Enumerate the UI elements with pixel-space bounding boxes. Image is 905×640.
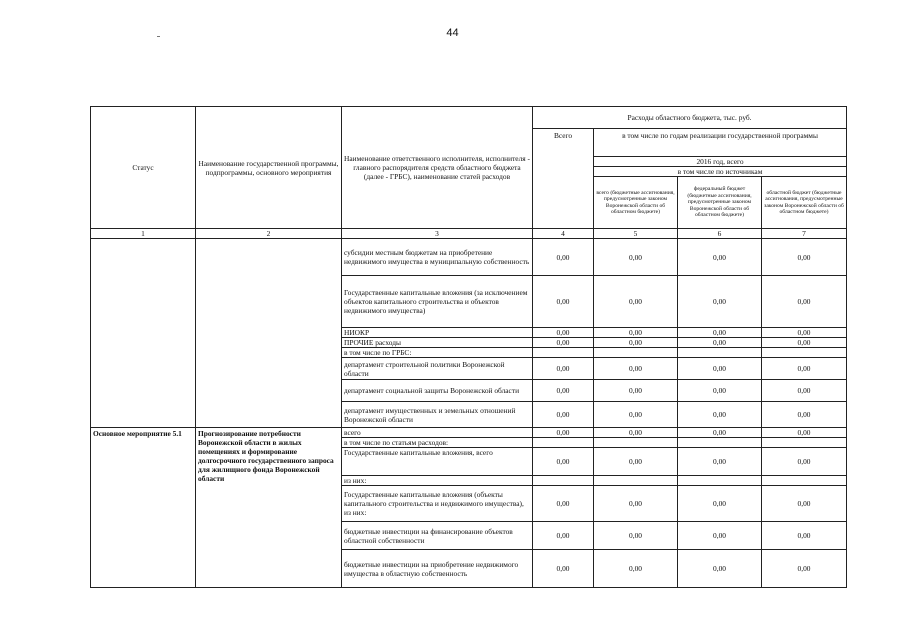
header-total: Всего (533, 129, 594, 229)
value-cell: 0,00 (533, 448, 594, 476)
value-cell: 0,00 (594, 428, 678, 438)
value-cell: 0,00 (533, 338, 594, 348)
value-cell: 0,00 (678, 522, 762, 550)
value-cell: 0,00 (594, 486, 678, 522)
value-cell: 0,00 (594, 358, 678, 380)
table-row (91, 428, 847, 438)
value-cell (594, 438, 678, 448)
value-cell (533, 348, 594, 358)
value-cell: 0,00 (594, 276, 678, 328)
value-cell: 0,00 (533, 486, 594, 522)
value-cell: 0,00 (762, 276, 847, 328)
value-cell: 0,00 (678, 402, 762, 428)
value-cell: 0,00 (678, 448, 762, 476)
value-cell: 0,00 (678, 276, 762, 328)
value-cell (533, 438, 594, 448)
header-executor: Наименование ответственного исполнителя, исполнителя - главного распорядителя средств областного бюджета (далее - ГРБС), наименование статей расходов (342, 107, 533, 229)
item-cell: бюджетные инвестиции на финансирование объектов областной собственности (342, 522, 533, 550)
value-cell: 0,00 (762, 239, 847, 276)
column-number: 4 (533, 229, 594, 239)
value-cell: 0,00 (533, 239, 594, 276)
value-cell: 0,00 (594, 328, 678, 338)
item-cell: Государственные капитальные вложения (за исключением объектов капитального строительства и объектов недвижимого имущества) (342, 276, 533, 328)
value-cell: 0,00 (762, 550, 847, 588)
value-cell: 0,00 (594, 239, 678, 276)
column-number: 3 (342, 229, 533, 239)
value-cell: 0,00 (533, 428, 594, 438)
header-expenses: Расходы областного бюджета, тыс. руб. (533, 107, 847, 129)
header-source-regional: областной бюджет (бюджетные ассигнования, предусмотренные законом Воронежской области об областном бюджете) (762, 177, 847, 229)
value-cell (678, 438, 762, 448)
item-cell: бюджетные инвестиции на приобретение недвижимого имущества в областную собственность (342, 550, 533, 588)
item-cell: всего (342, 428, 533, 438)
value-cell (678, 348, 762, 358)
item-cell: субсидии местным бюджетам на приобретение недвижимого имущества в муниципальную собственность (342, 239, 533, 276)
scan-artifact (157, 36, 160, 37)
item-cell: Государственные капитальные вложения (объекты капитального строительства и недвижимого имущества), из них: (342, 486, 533, 522)
value-cell: 0,00 (533, 380, 594, 402)
value-cell: 0,00 (762, 486, 847, 522)
value-cell (594, 348, 678, 358)
header-year: 2016 год, всего (594, 157, 847, 167)
value-cell: 0,00 (678, 328, 762, 338)
value-cell: 0,00 (762, 380, 847, 402)
header-program-name: Наименование государственной программы, подпрограммы, основного мероприятия (196, 107, 342, 229)
value-cell: 0,00 (678, 550, 762, 588)
value-cell: 0,00 (594, 448, 678, 476)
item-cell: департамент имущественных и земельных отношений Воронежской области (342, 402, 533, 428)
item-cell: в том числе по статьям расходов: (342, 438, 533, 448)
header-by-years: в том числе по годам реализации государственной программы (594, 129, 847, 157)
value-cell: 0,00 (533, 402, 594, 428)
header-status: Статус (91, 107, 196, 229)
value-cell: 0,00 (678, 338, 762, 348)
value-cell: 0,00 (762, 448, 847, 476)
item-cell: департамент строительной политики Воронежской области (342, 358, 533, 380)
header-source-all: всего (бюджетные ассигнования, предусмотренные законом Воронежской области об областном бюджете) (594, 177, 678, 229)
column-number: 1 (91, 229, 196, 239)
item-cell: в том числе по ГРБС: (342, 348, 533, 358)
budget-table (90, 106, 847, 588)
value-cell: 0,00 (594, 522, 678, 550)
header-source-federal: федеральный бюджет (бюджетные ассигнования, предусмотренные законом Воронежской области об областном бюджете) (678, 177, 762, 229)
value-cell: 0,00 (678, 428, 762, 438)
value-cell: 0,00 (762, 328, 847, 338)
value-cell: 0,00 (762, 428, 847, 438)
value-cell: 0,00 (762, 338, 847, 348)
item-cell: из них: (342, 476, 533, 486)
value-cell: 0,00 (762, 402, 847, 428)
column-number: 6 (678, 229, 762, 239)
status-cell (91, 239, 196, 428)
table-row (91, 239, 847, 276)
program-name-cell: Прогнозирование потребности Воронежской области в жилых помещениях и формирование долгосрочного государственного запроса для жилищного фонда Воронежской области (196, 428, 342, 588)
value-cell: 0,00 (533, 276, 594, 328)
column-number: 5 (594, 229, 678, 239)
status-cell: Основное мероприятие 5.1 (91, 428, 196, 588)
value-cell: 0,00 (762, 522, 847, 550)
value-cell: 0,00 (594, 338, 678, 348)
item-cell: НИОКР (342, 328, 533, 338)
value-cell: 0,00 (533, 550, 594, 588)
value-cell (594, 476, 678, 486)
program-name-cell (196, 239, 342, 428)
value-cell: 0,00 (678, 380, 762, 402)
value-cell (762, 348, 847, 358)
item-cell: департамент социальной защиты Воронежской области (342, 380, 533, 402)
value-cell (678, 476, 762, 486)
value-cell: 0,00 (594, 402, 678, 428)
value-cell: 0,00 (678, 239, 762, 276)
column-numbers-row (91, 229, 847, 239)
value-cell: 0,00 (533, 328, 594, 338)
item-cell: ПРОЧИЕ расходы (342, 338, 533, 348)
value-cell: 0,00 (594, 380, 678, 402)
column-number: 2 (196, 229, 342, 239)
value-cell: 0,00 (533, 358, 594, 380)
value-cell (762, 476, 847, 486)
value-cell (533, 476, 594, 486)
value-cell: 0,00 (678, 486, 762, 522)
value-cell (762, 438, 847, 448)
header-by-sources: в том числе по источникам (594, 167, 847, 177)
value-cell: 0,00 (594, 550, 678, 588)
item-cell: Государственные капитальные вложения, всего (342, 448, 533, 476)
value-cell: 0,00 (533, 522, 594, 550)
column-number: 7 (762, 229, 847, 239)
value-cell: 0,00 (678, 358, 762, 380)
page-number: 44 (446, 27, 459, 39)
value-cell: 0,00 (762, 358, 847, 380)
